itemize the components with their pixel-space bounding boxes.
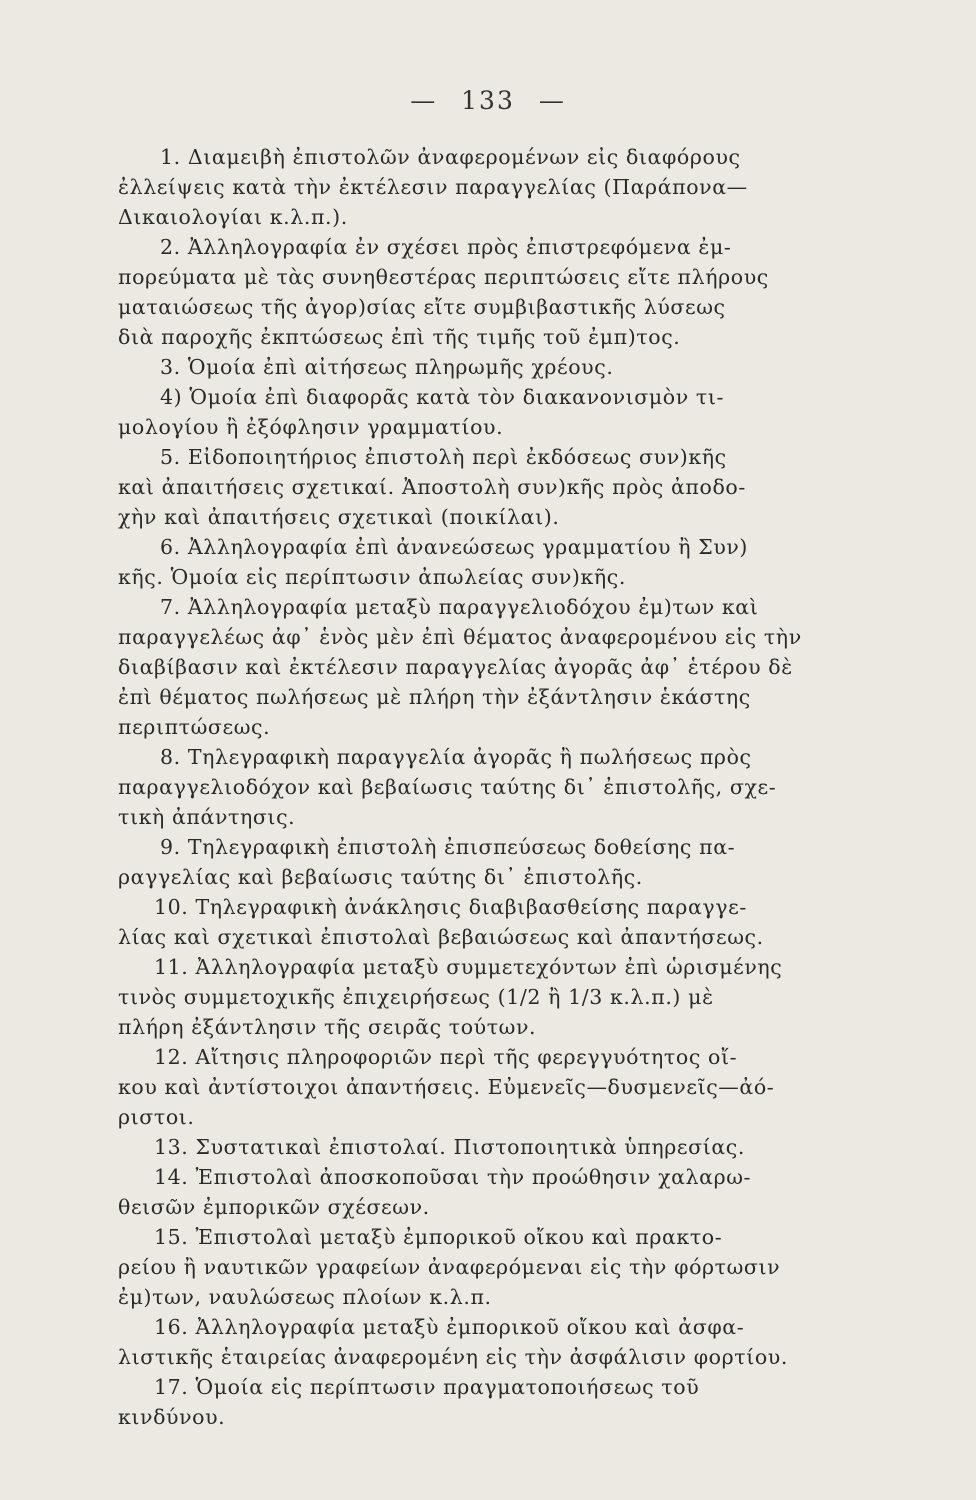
text-line: 17. Ὁμοία εἰς περίπτωσιν πραγματοποιήσεως τοῦ <box>154 1375 700 1399</box>
text-line: 16. Ἀλληλογραφία μεταξὺ ἐμπορικοῦ οἴκου καὶ ἀσφα- <box>154 1315 745 1339</box>
text-line: χὴν καὶ ἀπαιτήσεις σχετικαὶ (ποικίλαι). <box>118 505 560 529</box>
text-line: 9. Τηλεγραφικὴ ἐπιστολὴ ἐπισπεύσεως δοθείσης πα- <box>160 835 736 859</box>
page-number-header <box>0 86 976 115</box>
text-line: κῆς. Ὁμοία εἰς περίπτωσιν ἀπωλείας συν)κῆς. <box>118 565 627 589</box>
text-line: περιπτώσεως. <box>118 715 271 739</box>
text-line: 3. Ὁμοία ἐπὶ αἰτήσεως πληρωμῆς χρέους. <box>160 355 614 379</box>
text-line: ἐμ)των, ναυλώσεως πλοίων κ.λ.π. <box>118 1285 492 1309</box>
text-line: 6. Ἀλληλογραφία ἐπὶ ἀνανεώσεως γραμματίου ἢ Συν) <box>160 535 749 559</box>
text-line: 10. Τηλεγραφικὴ ἀνάκλησις διαβιβασθείσης παραγγε- <box>154 895 747 919</box>
text-line: πλήρη ἐξάντλησιν τῆς σειρᾶς τούτων. <box>118 1015 537 1039</box>
text-line: ρείου ἢ ναυτικῶν γραφείων ἀναφερόμεναι εἰς τὴν φόρτωσιν <box>118 1255 781 1279</box>
text-line: κου καὶ ἀντίστοιχοι ἀπαντήσεις. Εὐμενεῖς—δυσμενεῖς—ἀό- <box>118 1075 775 1099</box>
text-line: 8. Τηλεγραφικὴ παραγγελία ἀγορᾶς ἢ πωλήσεως πρὸς <box>160 745 752 769</box>
text-line: κινδύνου. <box>118 1405 226 1429</box>
text-line: διὰ παροχῆς ἐκπτώσεως ἐπὶ τῆς τιμῆς τοῦ ἐμπ)τος. <box>118 325 681 349</box>
text-line: πορεύματα μὲ τὰς συνηθεστέρας περιπτώσεις εἴτε πλήρους <box>118 265 769 289</box>
text-line: 12. Αἴτησις πληροφοριῶν περὶ τῆς φερεγγυότητος οἴ- <box>154 1045 738 1069</box>
text-line: θεισῶν ἐμπορικῶν σχέσεων. <box>118 1195 430 1219</box>
text-line: 11. Ἀλληλογραφία μεταξὺ συμμετεχόντων ἐπὶ ὡρισμένης <box>154 955 783 979</box>
text-line: μολογίου ἢ ἐξόφλησιν γραμματίου. <box>118 415 504 439</box>
text-line: τικὴ ἀπάντησις. <box>118 805 296 829</box>
text-line: ἐλλείψεις κατὰ τὴν ἐκτέλεσιν παραγγελίας (Παράπονα— <box>118 175 748 199</box>
text-line: Δικαιολογίαι κ.λ.π.). <box>118 205 348 229</box>
text-line: ματαιώσεως τῆς ἀγορ)σίας εἴτε συμβιβαστικῆς λύσεως <box>118 295 726 319</box>
text-line: ἐπὶ θέματος πωλήσεως μὲ πλήρη τὴν ἐξάντλησιν ἑκάστης <box>118 685 751 709</box>
text-line: λίας καὶ σχετικαὶ ἐπιστολαὶ βεβαιώσεως καὶ ἀπαντήσεως. <box>118 925 764 949</box>
text-line: διαβίβασιν καὶ ἐκτέλεσιν παραγγελίας ἀγορᾶς ἀφ᾽ ἑτέρου δὲ <box>118 655 793 679</box>
text-line: 5. Εἰδοποιητήριος ἐπιστολὴ περὶ ἐκδόσεως συν)κῆς <box>160 445 727 469</box>
page-number-dash-left: — <box>410 86 438 115</box>
text-line: 15. Ἐπιστολαὶ μεταξὺ ἐμπορικοῦ οἴκου καὶ πρακτο- <box>154 1225 723 1249</box>
text-line: παραγγελιοδόχον καὶ βεβαίωσις ταύτης δι᾽ ἐπιστολῆς, σχε- <box>118 775 777 799</box>
text-line: 4) Ὁμοία ἐπὶ διαφορᾶς κατὰ τὸν διακανονισμὸν τι- <box>160 385 725 409</box>
text-line: παραγγελέως ἀφ᾽ ἑνὸς μὲν ἐπὶ θέματος ἀναφερομένου εἰς τὴν <box>118 625 802 649</box>
text-line: 13. Συστατικαὶ ἐπιστολαί. Πιστοποιητικὰ ὑπηρεσίας. <box>154 1135 745 1159</box>
text-line: ριστοι. <box>118 1105 195 1129</box>
text-line: λιστικῆς ἑταιρείας ἀναφερομένη εἰς τὴν ἀσφάλισιν φορτίου. <box>118 1345 788 1369</box>
text-line: ραγγελίας καὶ βεβαίωσις ταύτης δι᾽ ἐπιστολῆς. <box>118 865 643 889</box>
text-line: 14. Ἐπιστολαὶ ἀποσκοποῦσαι τὴν προώθησιν χαλαρω- <box>154 1165 752 1189</box>
text-line: 1. Διαμειβὴ ἐπιστολῶν ἀναφερομένων εἰς διαφόρους <box>160 145 741 169</box>
page-number-dash-right: — <box>538 86 566 115</box>
text-line: καὶ ἀπαιτήσεις σχετικαί. Ἀποστολὴ συν)κῆς πρὸς ἀποδο- <box>118 475 746 499</box>
page-number: 133 <box>461 86 515 115</box>
text-line: τινὸς συμμετοχικῆς ἐπιχειρήσεως (1/2 ἢ 1/3 κ.λ.π.) μὲ <box>118 985 714 1009</box>
text-line: 7. Ἀλληλογραφία μεταξὺ παραγγελιοδόχου ἐμ)των καὶ <box>160 595 759 619</box>
text-line: 2. Ἀλληλογραφία ἐν σχέσει πρὸς ἐπιστρεφόμενα ἐμ- <box>160 235 732 259</box>
